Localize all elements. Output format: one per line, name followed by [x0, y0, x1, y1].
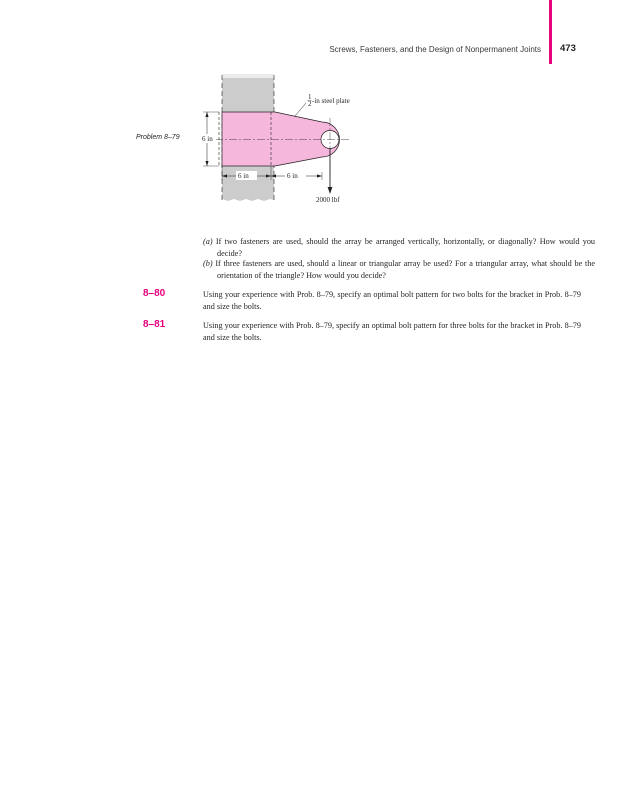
column-top-break: [222, 72, 274, 78]
running-head: Screws, Fasteners, and the Design of Nonpermanent Joints: [329, 45, 541, 54]
bracket-figure: [0, 0, 626, 220]
height-dim-label: 6 in: [202, 135, 213, 143]
problem-number-8-81: 8–81: [143, 319, 166, 330]
page-number: 473: [560, 43, 576, 54]
subpart-a: [203, 236, 595, 259]
load-label: 2000 lbf: [316, 196, 340, 204]
subpart-b-label: (b): [203, 259, 213, 268]
subpart-b: [203, 258, 595, 281]
subpart-b-text: If three fasteners are used, should a linear or triangular array be used? For a triangular array, what should be the orientation of the triangle? How would you decide?: [215, 259, 596, 280]
plate-callout-leader: [295, 103, 306, 116]
problem-number-8-80: 8–80: [143, 288, 166, 299]
problem-text-8-81: Using your experience with Prob. 8–79, specify an optimal bolt pattern for three bolts for the bracket in Prob. 8–79 and size the bolts.: [203, 321, 581, 342]
figure-problem-label: Problem 8–79: [136, 134, 180, 141]
plate-callout-denominator: 2: [308, 100, 312, 108]
height-arrow-top: [205, 112, 208, 117]
right-dim-arrow-b: [317, 174, 322, 177]
subpart-a-text: If two fasteners are used, should the array be arranged vertically, horizontally, or diagonally? How would you decide?: [215, 237, 596, 258]
plate-callout-text: -in steel plate: [312, 97, 350, 105]
plate-callout-numerator: 1: [308, 93, 312, 101]
subpart-a-label: (a): [203, 237, 213, 246]
load-arrow-head: [328, 187, 333, 194]
height-arrow-bottom: [205, 161, 208, 166]
left-dim-label: 6 in: [238, 172, 249, 180]
right-dim-label: 6 in: [287, 172, 298, 180]
problem-text-8-80: Using your experience with Prob. 8–79, specify an optimal bolt pattern for two bolts for the bracket in Prob. 8–79 and size the bolts.: [203, 290, 581, 311]
